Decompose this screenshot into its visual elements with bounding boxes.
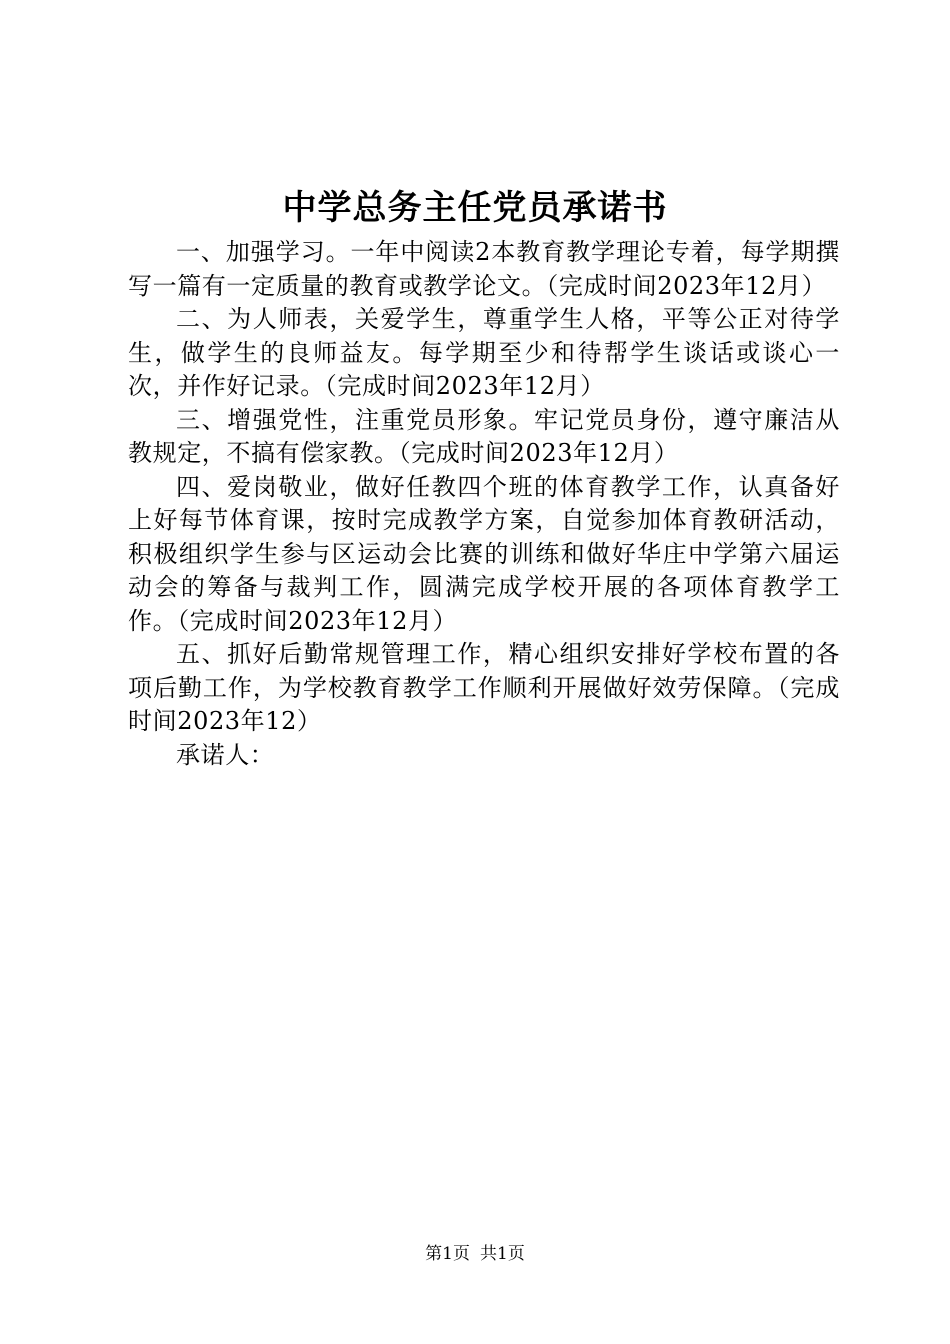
paragraph-1: 一、加强学习。一年中阅读2本教育教学理论专着，每学期撰写一篇有一定质量的教育或教学论文。（完成时间2023年12月）	[128, 238, 840, 300]
page-footer	[0, 1242, 950, 1266]
page-total: 共1页	[480, 1244, 525, 1264]
paragraph-4: 四、爱岗敬业，做好任教四个班的体育教学工作，认真备好上好每节体育课，按时完成教学方案，自觉参加体育教研活动，积极组织学生参与区运动会比赛的训练和做好华庄中学第六届运动会的筹备与裁判工作，圆满完成学校开展的各项体育教学工作。（完成时间2023年12月）	[128, 472, 840, 635]
document-title: 中学总务主任党员承诺书	[282, 188, 668, 228]
page-current: 第1页	[425, 1244, 470, 1264]
signature-label: 承诺人：	[176, 740, 275, 769]
paragraph-5: 五、抓好后勤常规管理工作，精心组织安排好学校布置的各项后勤工作，为学校教育教学工作顺利开展做好效劳保障。（完成时间2023年12）	[128, 640, 840, 735]
document-body	[128, 236, 840, 772]
paragraph-3: 三、增强党性，注重党员形象。牢记党员身份，遵守廉洁从教规定，不搞有偿家教。（完成时间2023年12月）	[128, 405, 840, 467]
paragraph-2: 二、为人师表，关爱学生，尊重学生人格，平等公正对待学生，做学生的良师益友。每学期至少和待帮学生谈话或谈心一次，并作好记录。（完成时间2023年12月）	[128, 305, 840, 400]
